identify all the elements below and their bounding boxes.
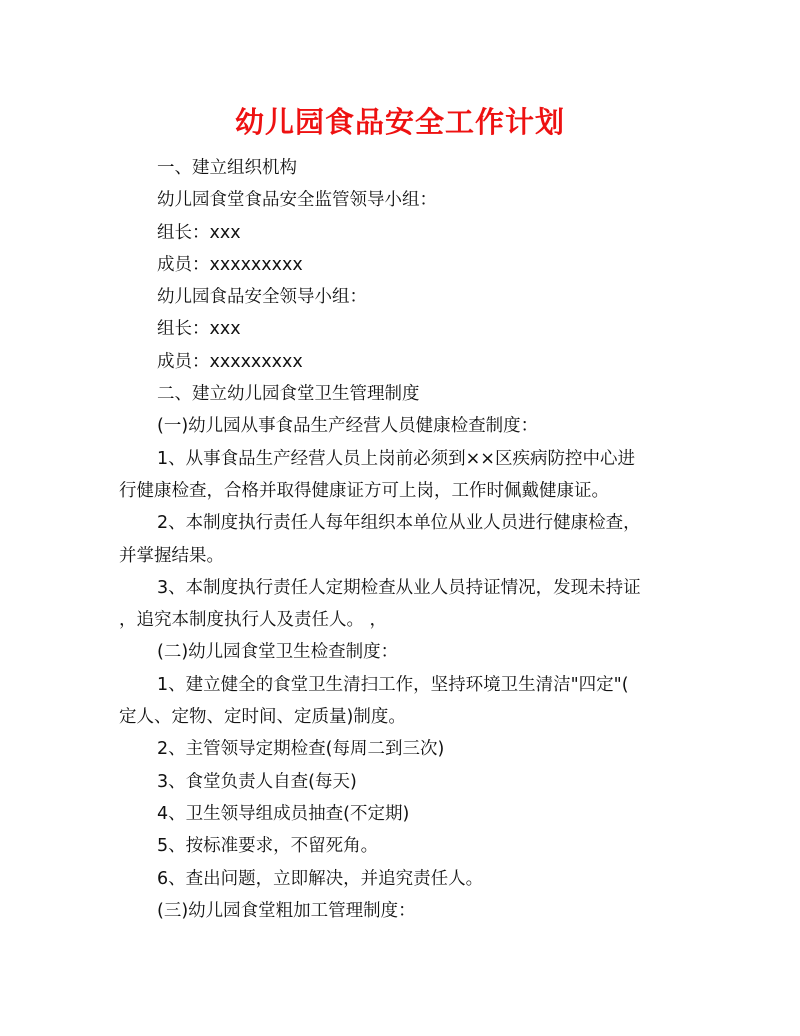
paragraph-line: 定人、定物、定时间、定质量)制度。 <box>119 707 406 728</box>
paragraph-line: 1、从事食品生产经营人员上岗前必须到××区疾病防控中心进 <box>157 448 635 469</box>
document-title: 幼儿园食品安全工作计划 <box>234 105 565 139</box>
paragraph-line: 2、本制度执行责任人每年组织本单位从业人员进行健康检查， <box>157 513 641 534</box>
paragraph-line: 2、主管领导定期检查(每周二到三次) <box>157 739 445 760</box>
subsection-heading: (一)幼儿园从事食品生产经营人员健康检查制度： <box>157 416 539 437</box>
paragraph-line: 6、查出问题，立即解决，并追究责任人。 <box>157 868 484 889</box>
paragraph-line: 幼儿园食品安全领导小组： <box>157 287 367 308</box>
paragraph-line: 行健康检查，合格并取得健康证方可上岗，工作时佩戴健康证。 <box>119 480 609 501</box>
paragraph-line: 成员：xxxxxxxxx <box>157 254 303 275</box>
paragraph-line: 成员：xxxxxxxxx <box>157 351 303 372</box>
subsection-heading: (二)幼儿园食堂卫生检查制度： <box>157 642 399 663</box>
section-heading: 二、建立幼儿园食堂卫生管理制度 <box>157 384 420 405</box>
paragraph-line: 组长：xxx <box>157 319 241 340</box>
paragraph-line: 4、卫生领导组成员抽查(不定期) <box>157 803 410 824</box>
subsection-heading: (三)幼儿园食堂粗加工管理制度： <box>157 900 416 921</box>
section-heading: 一、建立组织机构 <box>157 158 297 178</box>
paragraph-line: 1、建立健全的食堂卫生清扫工作，坚持环境卫生清洁"四定"( <box>157 674 629 695</box>
document-body <box>119 152 685 927</box>
paragraph-line: 3、食堂负责人自查(每天) <box>157 771 357 792</box>
paragraph-line: 5、按标准要求，不留死角。 <box>157 836 379 857</box>
paragraph-line: ，追究本制度执行人及责任人。 ， <box>119 610 388 631</box>
paragraph-line: 组长：xxx <box>157 222 241 243</box>
paragraph-line: 3、本制度执行责任人定期检查从业人员持证情况，发现未持证 <box>157 577 641 598</box>
paragraph-line: 并掌握结果。 <box>119 545 224 566</box>
paragraph-line: 幼儿园食堂食品安全监管领导小组： <box>157 190 437 211</box>
